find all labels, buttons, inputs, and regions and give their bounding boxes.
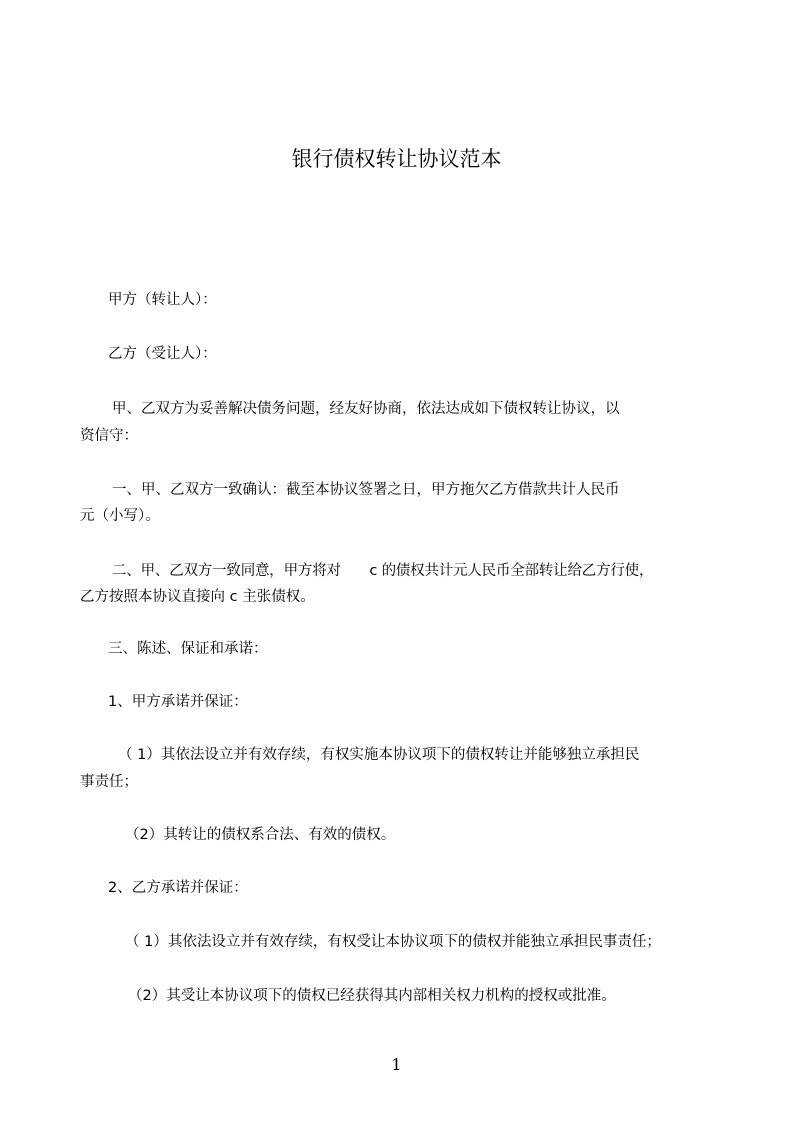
clause-3-heading: 三、陈述、保证和承诺： xyxy=(108,641,268,657)
page-title: 银行债权转让协议范本 xyxy=(291,147,502,171)
party-a-line: 甲方（转让人）： xyxy=(108,292,217,308)
clause-3-2-1: （ 1）其依法设立并有效存续，有权受让本协议项下的债权并能独立承担民事责任； xyxy=(125,934,661,950)
clause-3-2-2: （2）其受让本协议项下的债权已经获得其内部相关权力机构的授权或批准。 xyxy=(128,988,616,1004)
intro-line-2: 资信守： xyxy=(80,428,138,444)
clause-3-1-1-line-1: （ 1）其依法设立并有效存续，有权实施本协议项下的债权转让并能够独立承担民 xyxy=(118,747,640,763)
clause-3-2-heading: 2、乙方承诺并保证： xyxy=(108,880,248,896)
clause-2-line-1: 二、甲、乙双方一致同意，甲方将对 c 的债权共计元人民币全部转让给乙方行使， xyxy=(112,563,654,579)
clause-3-1-heading: 1、甲方承诺并保证： xyxy=(108,694,248,710)
intro-line-1: 甲、乙双方为妥善解决债务问题，经友好协商，依法达成如下债权转让协议，以 xyxy=(112,401,620,417)
clause-1-line-1: 一、甲、乙双方一致确认：截至本协议签署之日，甲方拖欠乙方借款共计人民币 xyxy=(112,482,620,498)
clause-3-1-1-line-2: 事责任； xyxy=(80,774,138,790)
clause-1-line-2: 元（小写）。 xyxy=(80,508,160,524)
clause-2-line-2: 乙方按照本协议直接向 c 主张债权。 xyxy=(80,589,315,605)
party-b-line: 乙方（受让人）： xyxy=(108,346,217,362)
clause-3-1-2: （2）其转让的债权系合法、有效的债权。 xyxy=(125,827,396,843)
page-number: 1 xyxy=(391,1055,402,1074)
